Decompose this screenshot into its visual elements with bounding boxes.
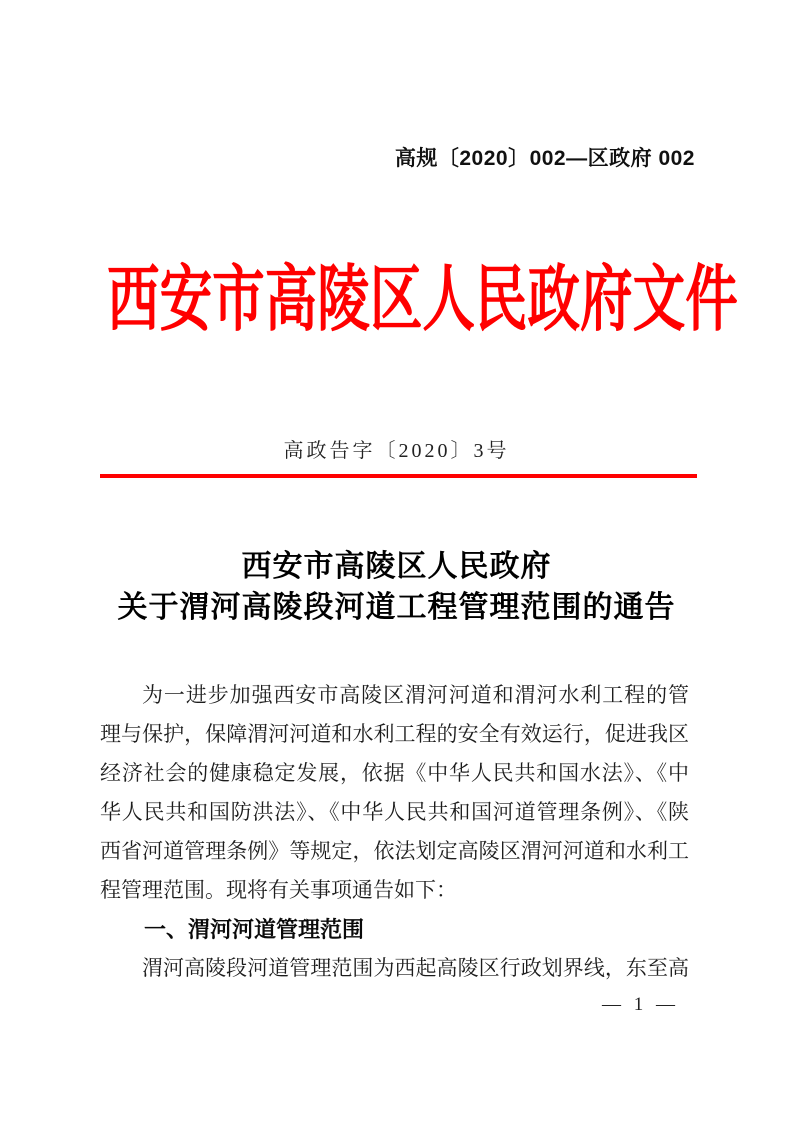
body-line: 华人民共和国防洪法》、《中华人民共和国河道管理条例》、《陕 [100, 800, 689, 824]
notice-title-line2: 关于渭河高陵段河道工程管理范围的通告 [117, 591, 676, 624]
notice-title-line1: 西安市高陵区人民政府 [241, 550, 552, 583]
document-ref-number: 高规〔2020〕002—区政府 002 [394, 147, 695, 170]
body-line: 理与保护，保障渭河河道和水利工程的安全有效运行，促进我区 [100, 722, 689, 746]
red-divider-line [100, 474, 697, 478]
document-body [100, 676, 689, 988]
body-line: 西省河道管理条例》等规定，依法划定高陵区渭河河道和水利工 [100, 839, 689, 863]
body-line: 为一进步加强西安市高陵区渭河河道和渭河水利工程的管 [142, 683, 689, 707]
notice-title [0, 546, 793, 628]
document-number: 高政告字〔2020〕3号 [283, 440, 510, 462]
letterhead-red-title: 西安市高陵区人民政府文件 [107, 260, 738, 340]
body-line: 程管理范围。现将有关事项通告如下： [100, 878, 457, 902]
section-heading: 一、渭河河道管理范围 [144, 917, 365, 942]
body-line: 渭河高陵段河道管理范围为西起高陵区行政划界线，东至高 [142, 956, 689, 980]
body-line: 经济社会的健康稳定发展，依据《中华人民共和国水法》、《中 [100, 761, 689, 785]
page-number: — 1 — [602, 994, 679, 1015]
